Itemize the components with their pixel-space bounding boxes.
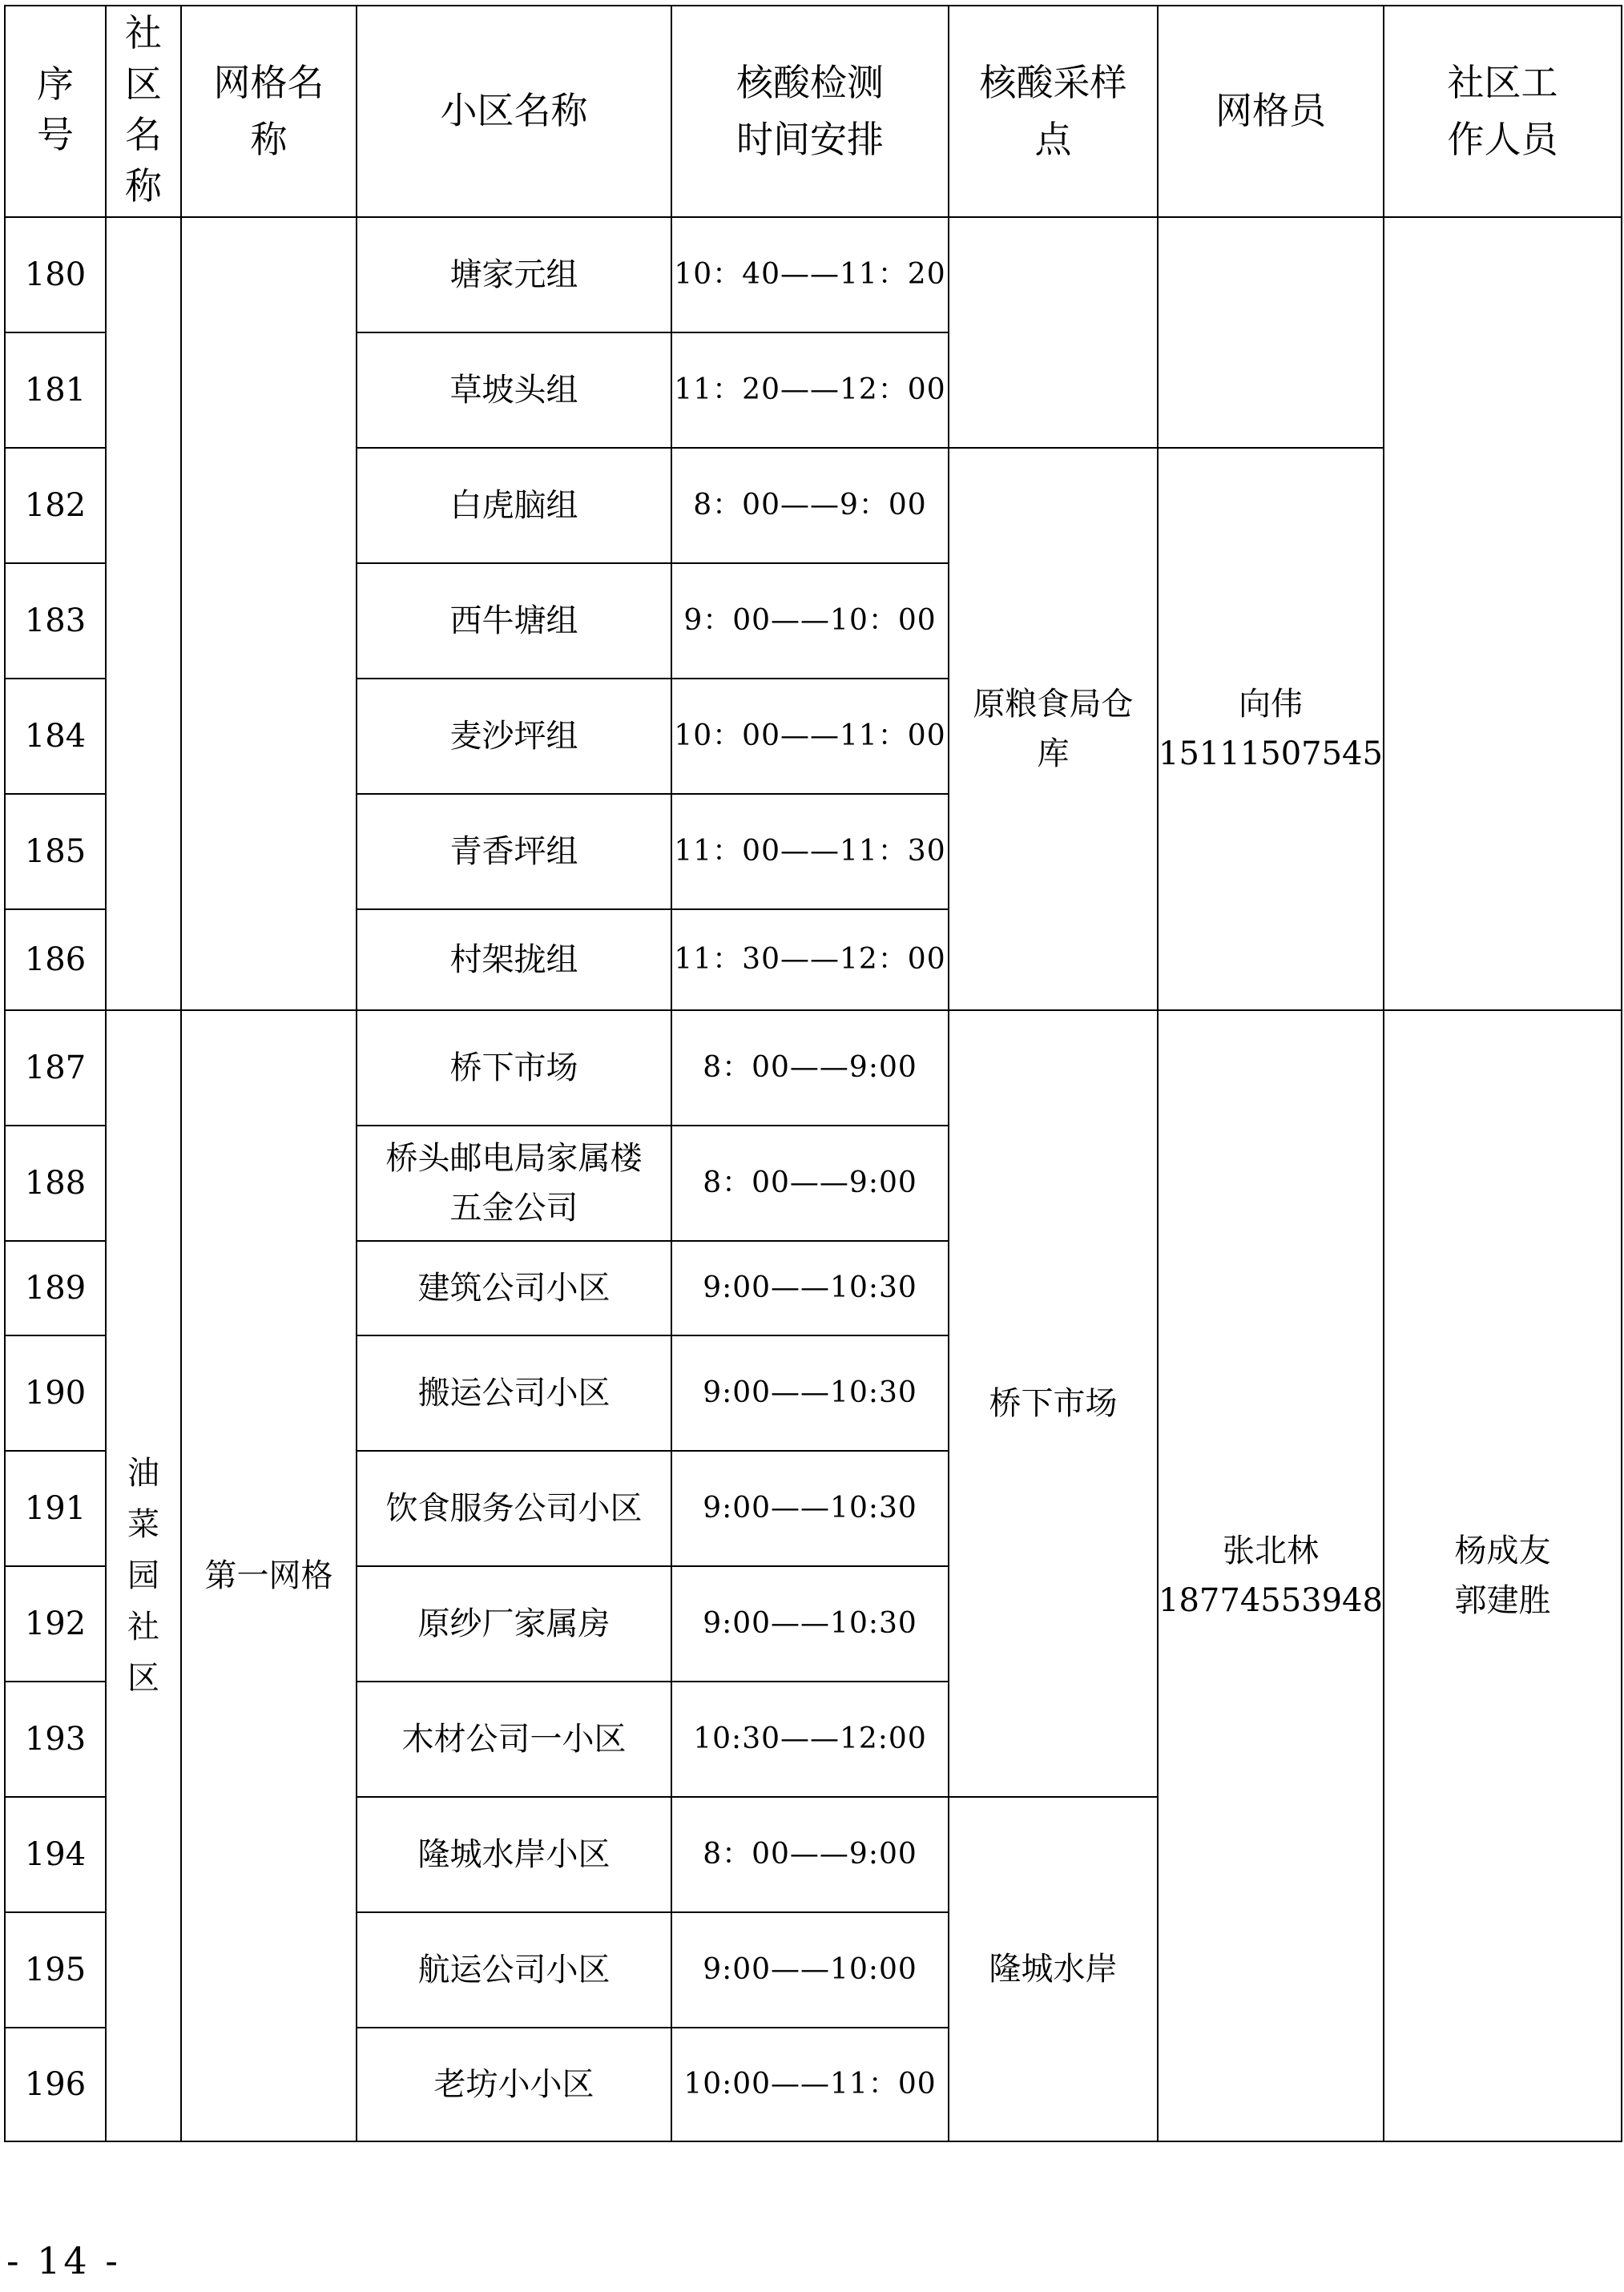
time-cell: 11：30——12：00 <box>671 909 949 1010</box>
time-cell: 9:00——10:00 <box>671 1912 949 2028</box>
sampling-site-cell: 原粮食局仓库 <box>949 448 1158 1010</box>
seq-cell: 196 <box>5 2028 106 2141</box>
seq-cell: 190 <box>5 1335 106 1451</box>
time-cell: 11：00——11：30 <box>671 794 949 909</box>
gridman-cell-empty <box>1158 217 1384 448</box>
staff-cell <box>1384 1010 1622 2141</box>
gridman-phone: 18774553948 <box>1159 1582 1383 1619</box>
time-cell: 9:00——10:30 <box>671 1566 949 1682</box>
seq-cell: 191 <box>5 1451 106 1566</box>
time-cell: 8：00——9:00 <box>671 1126 949 1241</box>
header-row <box>5 6 1622 217</box>
time-cell: 10:30——12:00 <box>671 1682 949 1797</box>
estate-cell: 村架拢组 <box>357 909 671 1010</box>
seq-cell: 184 <box>5 679 106 794</box>
header-grid-name: 网格名称 <box>181 6 357 217</box>
gridman-name: 向伟 <box>1239 686 1303 723</box>
grid-name-cell-empty <box>181 217 357 1010</box>
staff-name: 郭建胜 <box>1454 1582 1551 1619</box>
time-cell: 11：20——12：00 <box>671 332 949 448</box>
time-cell: 9：00——10：00 <box>671 563 949 679</box>
seq-cell: 194 <box>5 1797 106 1912</box>
seq-cell: 183 <box>5 563 106 679</box>
time-cell: 8：00——9：00 <box>671 448 949 563</box>
seq-cell: 193 <box>5 1682 106 1797</box>
header-estate: 小区名称 <box>357 6 671 217</box>
gridman-phone: 15111507545 <box>1159 735 1383 772</box>
estate-cell: 木材公司一小区 <box>357 1682 671 1797</box>
seq-cell: 188 <box>5 1126 106 1241</box>
estate-cell: 桥下市场 <box>357 1010 671 1126</box>
estate-cell: 白虎脑组 <box>357 448 671 563</box>
estate-cell: 原纱厂家属房 <box>357 1566 671 1682</box>
staff-name: 杨成友 <box>1454 1533 1551 1569</box>
estate-cell: 青香坪组 <box>357 794 671 909</box>
seq-cell: 189 <box>5 1241 106 1335</box>
seq-cell: 192 <box>5 1566 106 1682</box>
time-cell: 9:00——10:30 <box>671 1451 949 1566</box>
header-seq: 序号 <box>5 6 106 217</box>
estate-cell: 航运公司小区 <box>357 1912 671 2028</box>
seq-cell: 186 <box>5 909 106 1010</box>
estate-cell: 草坡头组 <box>357 332 671 448</box>
estate-cell: 老坊小小区 <box>357 2028 671 2141</box>
sampling-site-cell: 隆城水岸 <box>949 1797 1158 2141</box>
staff-cell-empty <box>1384 217 1622 1010</box>
header-gridman: 网格员 <box>1158 6 1384 217</box>
estate-cell: 塘家元组 <box>357 217 671 332</box>
gridman-name: 张北林 <box>1223 1533 1319 1569</box>
time-cell: 9:00——10:30 <box>671 1241 949 1335</box>
estate-cell: 饮食服务公司小区 <box>357 1451 671 1566</box>
time-cell: 10：00——11：00 <box>671 679 949 794</box>
seq-cell: 182 <box>5 448 106 563</box>
site-cell-empty <box>949 217 1158 448</box>
seq-cell: 180 <box>5 217 106 332</box>
header-time: 核酸检测时间安排 <box>671 6 949 217</box>
gridman-cell <box>1158 448 1384 1010</box>
time-cell: 8：00——9:00 <box>671 1010 949 1126</box>
estate-cell: 麦沙坪组 <box>357 679 671 794</box>
seq-cell: 195 <box>5 1912 106 2028</box>
seq-cell: 181 <box>5 332 106 448</box>
time-cell: 9:00——10:30 <box>671 1335 949 1451</box>
table-row <box>5 217 1622 332</box>
estate-cell: 隆城水岸小区 <box>357 1797 671 1912</box>
community-cell: 油菜园社区 <box>106 1010 181 2141</box>
gridman-cell <box>1158 1010 1384 2141</box>
sampling-site-cell: 桥下市场 <box>949 1010 1158 1797</box>
page-number: - 14 - <box>6 2239 121 2282</box>
grid-name-cell: 第一网格 <box>181 1010 357 2141</box>
seq-cell: 185 <box>5 794 106 909</box>
header-community: 社区名称 <box>106 6 181 217</box>
time-cell: 10：40——11：20 <box>671 217 949 332</box>
header-staff: 社区工作人员 <box>1384 6 1622 217</box>
time-cell: 8：00——9:00 <box>671 1797 949 1912</box>
time-cell: 10:00——11：00 <box>671 2028 949 2141</box>
estate-cell: 搬运公司小区 <box>357 1335 671 1451</box>
nucleic-acid-schedule-table <box>4 5 1622 2142</box>
estate-cell: 桥头邮电局家属楼五金公司 <box>357 1126 671 1241</box>
estate-cell: 西牛塘组 <box>357 563 671 679</box>
seq-cell: 187 <box>5 1010 106 1126</box>
header-site: 核酸采样点 <box>949 6 1158 217</box>
estate-cell: 建筑公司小区 <box>357 1241 671 1335</box>
table-row <box>5 1010 1622 1126</box>
community-cell-empty <box>106 217 181 1010</box>
